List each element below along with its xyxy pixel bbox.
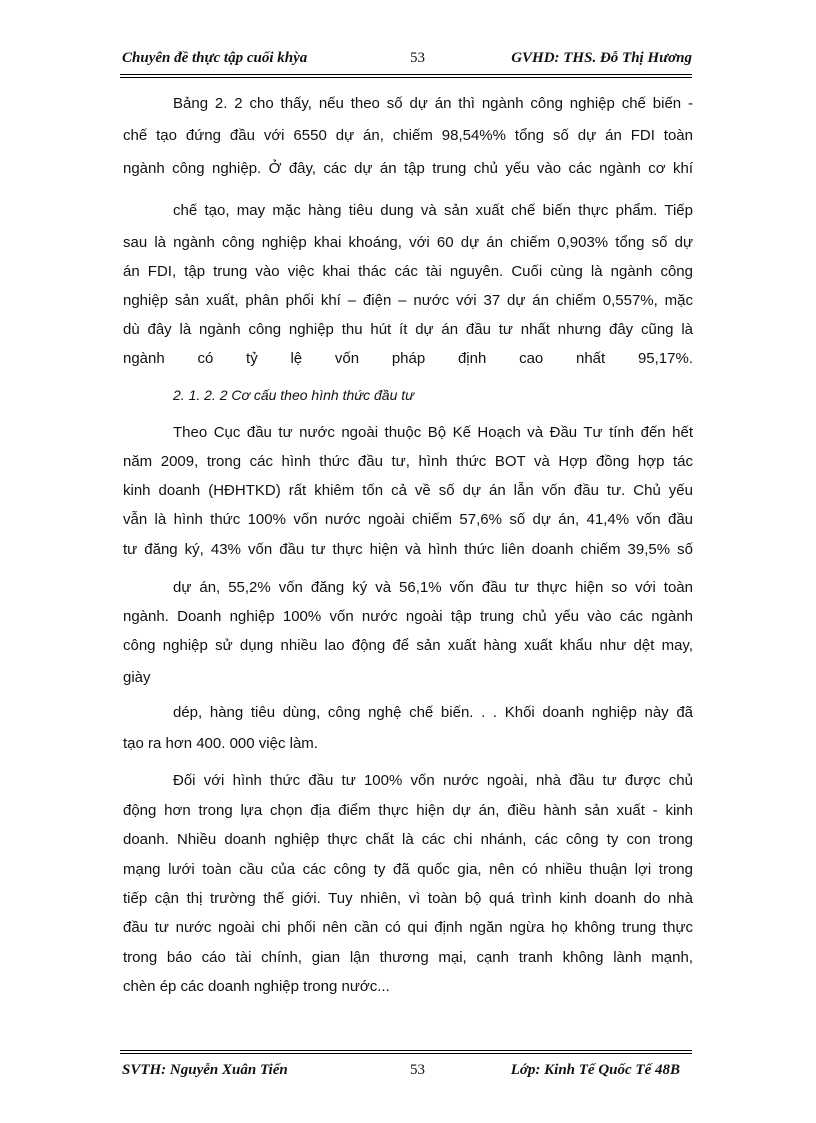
text-line: vẫn là hình thức 100% vốn nước ngoài chiếm 57,6% số dự án, 41,4% vốn đầu (123, 511, 693, 528)
text-line: tạo ra hơn 400. 000 việc làm. (123, 735, 318, 752)
header-supervisor: GVHD: THS. Đỗ Thị Hương (511, 50, 692, 66)
page-footer (120, 1050, 692, 1084)
text-line: đầu tư nước ngoài chi phối nên cần có qui định ngăn ngừa họ không trung thực (123, 919, 693, 936)
text-line: nghiệp sản xuất, phân phối khí – điện – nước với 37 dự án chiếm 0,557%, mặc (123, 292, 693, 309)
text-line: trong báo cáo tài chính, gian lận thương mại, cạnh tranh không lành mạnh, (123, 949, 693, 966)
text-line: dép, hàng tiêu dùng, công nghệ chế biến. . . Khối doanh nghiệp này đã (173, 704, 693, 721)
text-line: Theo Cục đầu tư nước ngoài thuộc Bộ Kế Hoạch và Đầu Tư tính đến hết (173, 424, 693, 441)
text-line: tiếp cận thị trường thế giới. Tuy nhiên, vì toàn bộ quá trình kinh doanh do nhà (123, 890, 693, 907)
text-line: doanh. Nhiều doanh nghiệp thực chất là các chi nhánh, các công ty con trong (123, 831, 693, 848)
text-line: động hơn trong lựa chọn địa điểm thực hiện dự án, điều hành sản xuất - kinh (123, 802, 693, 819)
footer-author: SVTH: Nguyễn Xuân Tiến (122, 1062, 288, 1078)
text-line: công nghiệp sử dụng nhiều lao động để sản xuất hàng xuất khẩu như dệt may, (123, 637, 693, 654)
text-line: dù đây là ngành công nghiệp thu hút ít dự án đầu tư nhất nhưng đây cũng là (123, 321, 693, 338)
text-line: năm 2009, trong các hình thức đầu tư, hình thức BOT và Hợp đồng hợp tác (123, 453, 693, 470)
text-line: Bảng 2. 2 cho thấy, nếu theo số dự án thì ngành công nghiệp chế biến - (173, 95, 693, 112)
text-line: dự án, 55,2% vốn đăng ký và 56,1% vốn đầu tư thực hiện so với toàn (173, 579, 693, 596)
header-title: Chuyên đề thực tập cuối khỳa (122, 50, 308, 66)
section-heading: 2. 1. 2. 2 Cơ cấu theo hình thức đầu tư (173, 387, 415, 403)
text-line: sau là ngành công nghiệp khai khoáng, với 60 dự án chiếm 0,903% tổng số dự (123, 234, 693, 251)
footer-page-number: 53 (410, 1062, 425, 1078)
text-line: án FDI, tập trung vào việc khai thác các tài nguyên. Cuối cùng là ngành công (123, 263, 693, 280)
text-line: chèn ép các doanh nghiệp trong nước... (123, 978, 390, 995)
footer-class: Lớp: Kinh Tế Quốc Tế 48B (510, 1062, 680, 1078)
text-line: mạng lưới toàn cầu của các công ty đã quốc gia, nên có nhiều thuận lợi trong (123, 861, 693, 878)
text-line: kinh doanh (HĐHTKD) rất khiêm tốn cả về số dự án lẫn vốn đầu tư. Chủ yếu (123, 482, 693, 499)
text-line: ngành công nghiệp. Ở đây, các dự án tập trung chủ yếu vào các ngành cơ khí (123, 160, 693, 177)
header-page-number: 53 (410, 50, 425, 66)
text-line: ngành. Doanh nghiệp 100% vốn nước ngoài tập trung chủ yếu vào các ngành (123, 608, 693, 625)
text-line: Đối với hình thức đầu tư 100% vốn nước ngoài, nhà đầu tư được chủ (173, 772, 693, 789)
text-line: chế tạo, may mặc hàng tiêu dung và sản xuất chế biến thực phẩm. Tiếp (173, 202, 693, 219)
page-header (120, 44, 692, 78)
text-line: tư đăng ký, 43% vốn đầu tư thực hiện và hình thức liên doanh chiếm 39,5% số (123, 541, 693, 558)
text-line: ngành có tỷ lệ vốn pháp định cao nhất 95,17%. (123, 350, 693, 367)
text-line: chế tạo đứng đầu với 6550 dự án, chiếm 98,54%% tổng số dự án FDI toàn (123, 127, 693, 144)
text-line: giày (123, 669, 151, 686)
